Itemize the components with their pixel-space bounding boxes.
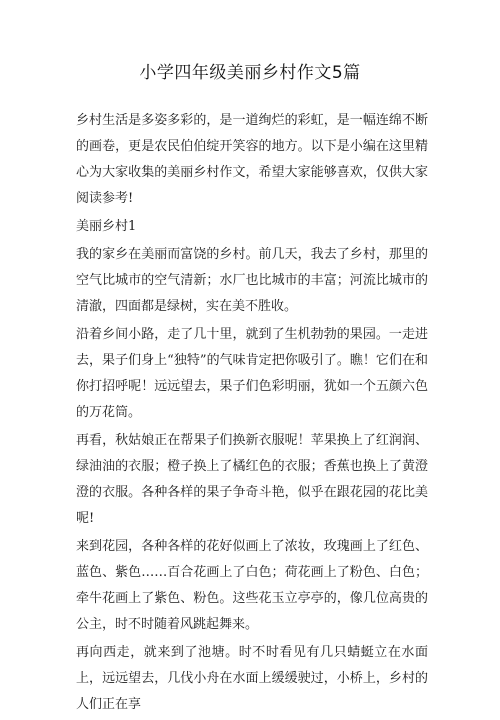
body-paragraph: 再向西走，就来到了池塘。时不时看见有几只蜻蜓立在水面上，远远望去，几伐小舟在水面上缓缓驶过，小桥上，乡村的人们正在享 [76, 645, 428, 712]
body-paragraph: 沿着乡间小路，走了几十里，就到了生机勃勃的果园。一走进去，果子们身上“独特”的气味肯定把你吸引了。瞧！它们在和你打招呼呢！远远望去，果子们色彩明丽，犹如一个五颜六色的万花筒。 [76, 327, 428, 420]
section-heading: 美丽乡村1 [76, 219, 137, 234]
document-body [76, 108, 428, 720]
body-paragraph: 来到花园，各种各样的花好似画上了浓妆，玫瑰画上了红色、蓝色、紫色……百合花画上了白色；荷花画上了粉色、白色；牵牛花画上了紫色、粉色。这些花玉立亭亭的，像几位高贵的公主，时不时随着风跳起舞来。 [76, 539, 428, 632]
intro-paragraph: 乡村生活是多姿多彩的，是一道绚烂的彩虹，是一幅连绵不断的画卷，更是农民伯伯绽开笑容的地方。以下是小编在这里精心为大家收集的美丽乡村作文，希望大家能够喜欢，仅供大家阅读参考! [76, 113, 428, 206]
document-title: 小学四年级美丽乡村作文5篇 [139, 63, 361, 83]
body-paragraph: 再看，秋姑娘正在帮果子们换新衣服呢！苹果换上了红润润、绿油油的衣服；橙子换上了橘红色的衣服；香蕉也换上了黄澄澄的衣服。各种各样的果子争奇斗艳，似乎在跟花园的花比美呢! [76, 433, 428, 526]
body-paragraph: 我的家乡在美丽而富饶的乡村。前几天，我去了乡村，那里的空气比城市的空气清新；水厂也比城市的丰富；河流比城市的清澈，四面都是绿树，实在美不胜收。 [76, 247, 428, 314]
